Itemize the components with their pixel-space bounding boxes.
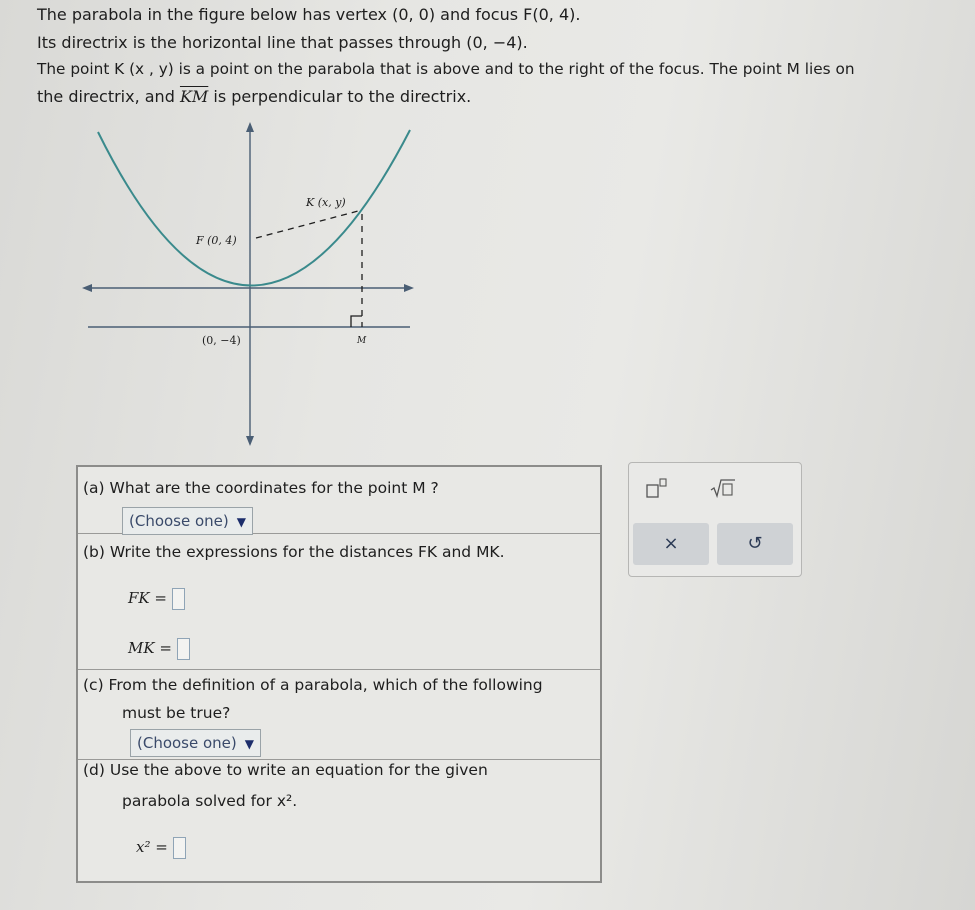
question-c-text-1: (c) From the definition of a parabola, which of the following [83, 676, 543, 694]
label-m: M [357, 336, 367, 346]
problem-line-2: Its directrix is the horizontal line that passes through (0, −4). [37, 33, 528, 52]
question-c-text-2: must be true? [122, 704, 231, 722]
label-k: K (x, y) [306, 196, 346, 209]
problem-line-4-pre: the directrix, and [37, 87, 175, 106]
question-d [78, 759, 600, 879]
parabola-figure [68, 110, 428, 460]
x-axis-arrow-right [404, 284, 414, 292]
problem-line-3: The point K (x , y) is a point on the parabola that is above and to the right of the focus. The point M lies on [37, 60, 855, 78]
fk-label: FK = [128, 589, 167, 607]
x-squared-row [136, 837, 186, 859]
problem-line-4 [37, 85, 471, 109]
x-squared-label: x² = [136, 838, 168, 856]
clear-button[interactable]: × [633, 523, 709, 565]
mk-label: MK = [128, 639, 172, 657]
y-axis-arrow-down [246, 436, 254, 446]
fk-row [128, 588, 185, 610]
math-toolbox [628, 462, 802, 577]
question-a-dropdown-label: (Choose one) [129, 512, 229, 530]
question-a [78, 467, 600, 534]
question-a-text: (a) What are the coordinates for the point M ? [83, 479, 439, 497]
dropdown-arrow-icon: ▼ [236, 515, 246, 529]
question-c-dropdown[interactable] [130, 729, 261, 757]
x-axis-arrow-left [82, 284, 92, 292]
question-d-text-2: parabola solved for x². [122, 792, 298, 810]
question-c-dropdown-label: (Choose one) [137, 734, 237, 752]
problem-line-4-post: is perpendicular to the directrix. [213, 87, 472, 106]
segment-fk-dashed [256, 210, 362, 238]
x-squared-answer-input[interactable] [173, 837, 186, 859]
question-c [78, 669, 600, 760]
question-d-text-1: (d) Use the above to write an equation for the given [83, 761, 488, 779]
sqrt-template-icon[interactable] [709, 477, 737, 503]
parabola-curve [98, 130, 410, 286]
label-f: F (0, 4) [196, 234, 237, 247]
question-panel [76, 465, 602, 883]
mk-answer-input[interactable] [177, 638, 190, 660]
segment-km: $\overline{KM}$ [179, 87, 209, 106]
question-b [78, 533, 600, 670]
exponent-template-icon[interactable] [645, 477, 669, 503]
undo-button[interactable]: ↺ [717, 523, 793, 565]
question-b-text: (b) Write the expressions for the distances FK and MK. [83, 543, 505, 561]
dropdown-arrow-icon: ▼ [244, 737, 254, 751]
question-a-dropdown[interactable] [122, 507, 253, 535]
y-axis-arrow-up [246, 122, 254, 132]
label-directrix-point: (0, −4) [202, 334, 241, 347]
problem-line-1: The parabola in the figure below has vertex (0, 0) and focus F(0, 4). [37, 5, 581, 24]
mk-row [128, 638, 190, 660]
fk-answer-input[interactable] [172, 588, 185, 610]
right-angle-marker [351, 316, 362, 327]
